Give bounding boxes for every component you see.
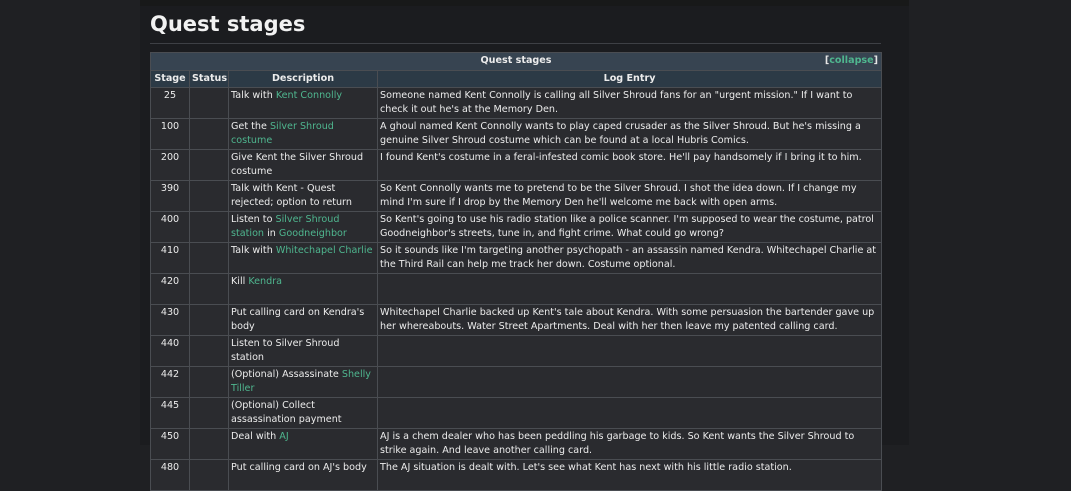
log-entry-cell: Whitechapel Charlie backed up Kent's tale about Kendra. With some persuasion the bartender gave up her whereabouts. Water Street Apartments. Deal with her then leave my patented calling card.	[378, 305, 882, 336]
description-text: Talk with	[231, 245, 276, 256]
column-header-description: Description	[229, 71, 378, 88]
description-cell	[229, 336, 378, 367]
description-cell	[229, 274, 378, 305]
description-text: Talk with Kent - Quest rejected; option to return	[231, 183, 352, 208]
log-entry-cell	[378, 274, 882, 305]
description-cell	[229, 460, 378, 491]
log-entry-cell: The AJ situation is dealt with. Let's see what Kent has next with his little radio station.	[378, 460, 882, 491]
column-header-status: Status	[190, 71, 229, 88]
description-cell	[229, 429, 378, 460]
status-cell	[190, 88, 229, 119]
stage-cell: 100	[151, 119, 190, 150]
table-row	[151, 243, 882, 274]
log-entry-cell: So Kent's going to use his radio station like a police scanner. I'm supposed to wear the costume, patrol Goodneighbor's streets, tune in, and fight crime. What could go wrong?	[378, 212, 882, 243]
description-link[interactable]: AJ	[279, 431, 289, 442]
collapse-toggle[interactable]: [collapse]	[824, 55, 879, 66]
description-cell	[229, 212, 378, 243]
description-cell	[229, 305, 378, 336]
description-cell	[229, 398, 378, 429]
description-link[interactable]: Shelly Tiller	[231, 369, 371, 394]
status-cell	[190, 305, 229, 336]
description-text: Put calling card on Kendra's body	[231, 307, 365, 332]
table-row	[151, 460, 882, 491]
log-entry-cell: So Kent Connolly wants me to pretend to be the Silver Shroud. I shot the idea down. If I change my mind I'm sure if I drop by the Memory Den he'll welcome me back with open arms.	[378, 181, 882, 212]
description-cell	[229, 367, 378, 398]
table-caption	[151, 53, 882, 71]
description-link[interactable]: Whitechapel Charlie	[275, 245, 373, 256]
status-cell	[190, 274, 229, 305]
table-row	[151, 212, 882, 243]
description-text: in	[264, 228, 279, 239]
stage-cell: 450	[151, 429, 190, 460]
description-text: Talk with	[231, 90, 276, 101]
page-title: Quest stages	[150, 12, 306, 36]
status-cell	[190, 398, 229, 429]
description-text: Get the	[231, 121, 270, 132]
log-entry-cell: A ghoul named Kent Connolly wants to play caped crusader as the Silver Shroud. But he's missing a genuine Silver Shroud costume which can be found at a local Hubris Comics.	[378, 119, 882, 150]
stage-cell: 430	[151, 305, 190, 336]
description-link[interactable]: Goodneighbor	[278, 228, 347, 239]
status-cell	[190, 429, 229, 460]
status-cell	[190, 119, 229, 150]
log-entry-cell: So it sounds like I'm targeting another psychopath - an assassin named Kendra. Whitechapel Charlie at the Third Rail can help me track her down. Costume optional.	[378, 243, 882, 274]
log-entry-cell	[378, 398, 882, 429]
description-cell	[229, 243, 378, 274]
stage-cell: 200	[151, 150, 190, 181]
description-text: (Optional) Assassinate	[231, 369, 342, 380]
description-text: (Optional) Collect assassination payment	[231, 400, 342, 425]
stage-cell: 410	[151, 243, 190, 274]
table-row	[151, 274, 882, 305]
table-row	[151, 150, 882, 181]
log-entry-cell: Someone named Kent Connolly is calling all Silver Shroud fans for an "urgent mission." If I want to check it out he's at the Memory Den.	[378, 88, 882, 119]
stage-cell: 440	[151, 336, 190, 367]
stage-cell: 445	[151, 398, 190, 429]
description-cell	[229, 150, 378, 181]
stage-cell: 442	[151, 367, 190, 398]
stage-cell: 480	[151, 460, 190, 491]
description-cell	[229, 88, 378, 119]
description-cell	[229, 119, 378, 150]
stage-cell: 400	[151, 212, 190, 243]
description-text: Put calling card on AJ's body	[231, 462, 367, 473]
quest-stages-table	[150, 52, 882, 491]
status-cell	[190, 460, 229, 491]
table-row	[151, 367, 882, 398]
table-row	[151, 398, 882, 429]
status-cell	[190, 243, 229, 274]
status-cell	[190, 212, 229, 243]
collapse-link[interactable]: collapse	[829, 55, 874, 66]
description-text: Listen to	[231, 214, 276, 225]
status-cell	[190, 336, 229, 367]
status-cell	[190, 367, 229, 398]
table-row	[151, 336, 882, 367]
status-cell	[190, 150, 229, 181]
log-entry-cell	[378, 336, 882, 367]
description-link[interactable]: Kendra	[248, 276, 283, 287]
log-entry-cell: I found Kent's costume in a feral-infested comic book store. He'll pay handsomely if I bring it to him.	[378, 150, 882, 181]
log-entry-cell: AJ is a chem dealer who has been peddling his garbage to kids. So Kent wants the Silver Shroud to strike again. And leave another calling card.	[378, 429, 882, 460]
table-row	[151, 88, 882, 119]
column-header-log-entry: Log Entry	[378, 71, 882, 88]
description-link[interactable]: Silver Shroud costume	[231, 121, 334, 146]
description-text: Deal with	[231, 431, 280, 442]
table-row	[151, 305, 882, 336]
table-row	[151, 429, 882, 460]
description-link[interactable]: Kent Connolly	[275, 90, 343, 101]
description-text: Give Kent the Silver Shroud costume	[231, 152, 364, 177]
table-row	[151, 119, 882, 150]
stage-cell: 390	[151, 181, 190, 212]
description-text: Kill	[231, 276, 249, 287]
stage-cell: 25	[151, 88, 190, 119]
heading-divider	[150, 43, 881, 44]
description-link[interactable]: Silver Shroud station	[231, 214, 340, 239]
description-text: Listen to Silver Shroud station	[231, 338, 340, 363]
table-row	[151, 181, 882, 212]
log-entry-cell	[378, 367, 882, 398]
stage-cell: 420	[151, 274, 190, 305]
description-cell	[229, 181, 378, 212]
table-caption-text: Quest stages	[480, 55, 552, 66]
status-cell	[190, 181, 229, 212]
column-header-stage: Stage	[151, 71, 190, 88]
